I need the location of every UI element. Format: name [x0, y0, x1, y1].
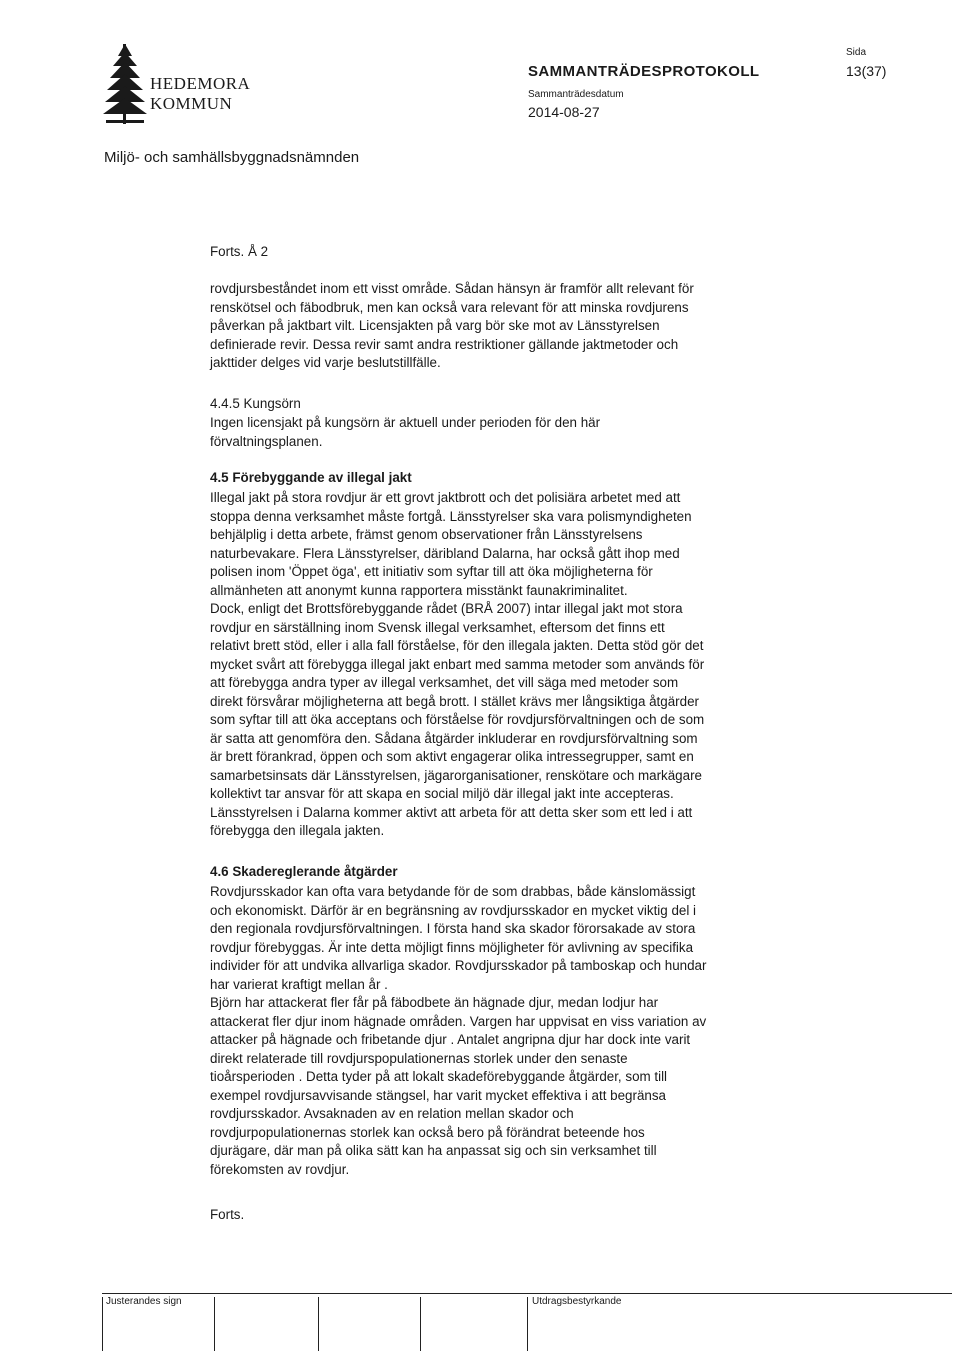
text-line: förvaltningsplanen. [210, 433, 323, 449]
footer-column-line [102, 1297, 103, 1351]
text-line: direkt försvårar möjligheterna att begå brott. I stället krävs mer långsiktiga åtgärder [210, 693, 699, 709]
footer-column-line [420, 1297, 421, 1351]
text-line: är satta att genomföra den. Sådana åtgärder inkluderar en rovdjursförvaltning som [210, 730, 698, 746]
text-line: attacker på hägnade och fribetande djur . Antalet angripna djur har dock inte varit [210, 1032, 691, 1047]
text-line: förekomsten av rovdjur. [210, 1161, 350, 1177]
text-line: samarbetsinsats där Länsstyrelsen, jägarorganisationer, renskötare och markägare [210, 767, 702, 783]
text-line: mycket svårt att förebygga illegal jakt enbart med samma metoder som används för [210, 656, 705, 672]
text-line: allmänheten att anonymt kunna rapportera misstänkt faunakriminalitet. [210, 582, 628, 598]
text-line: rovdjur en särställning inom Svensk illegal verksamhet, eftersom det finns ett [210, 619, 665, 635]
text-line: exempel rovdjursavvisande stängsel, har varit mycket effektiva i att begränsa [210, 1087, 667, 1103]
footer-column-line [214, 1297, 215, 1351]
signature-footer [102, 1293, 952, 1353]
text-line: är brett förankrad, öppen och som aktivt engagerar olika intressegrupper, samt en [210, 749, 694, 764]
meeting-date: 2014-08-27 [528, 104, 600, 120]
paragraph-skadereglerande [210, 883, 820, 1179]
paragraph-illegal-jakt [210, 489, 820, 841]
text-line: individer för att undvika allvarliga skador. Rovdjursskador på tamboskap och hundar [210, 958, 707, 973]
text-line: Illegal jakt på stora rovdjur är ett grovt jaktbrott och det polisiära arbetet med att [210, 490, 681, 505]
text-line: tioårsperioden . Detta tyder på att lokalt skadeförebyggande åtgärder, som till [210, 1069, 668, 1084]
text-line: stoppa denna verksamhet måste fortgå. Länsstyrelser ska vara polismyndigheten [210, 508, 692, 524]
text-line: Ingen licensjakt på kungsörn är aktuell under perioden för den här [210, 415, 601, 430]
continuation-label: Forts. Å 2 [210, 244, 269, 259]
section-heading-4-5: 4.5 Förebyggande av illegal jakt [210, 470, 412, 485]
text-line: rovdjurpopulationernas storlek kan också bero på förändrat beteende hos [210, 1124, 645, 1140]
text-line: Dock, enligt det Brottsförebyggande rådet (BRÅ 2007) intar illegal jakt mot stora [210, 601, 683, 616]
extract-certification-label: Utdragsbestyrkande [532, 1296, 622, 1307]
text-line: och ekonomiskt. Därför är en begränsning av rovdjursskador en mycket viktig del i [210, 902, 697, 918]
text-line: naturbevakare. Flera Länsstyrelser, däribland Dalarna, har också gått ihop med [210, 545, 680, 561]
text-line: polisen inom 'Öppet öga', ett initiativ som syftar till att öka möjligheterna för [210, 564, 653, 579]
text-line: Länsstyrelsen i Dalarna kommer aktivt att arbeta för att detta sker som ett led i att [210, 804, 693, 820]
text-line: direkt relaterade till rovdjurspopulationernas storlek under den senaste [210, 1050, 628, 1066]
text-line: djurägare, där man på olika sätt kan ha anpassat sig och sin verksamhet till [210, 1143, 657, 1158]
footer-divider [102, 1293, 952, 1294]
section-heading-4-6: 4.6 Skadereglerande åtgärder [210, 864, 398, 879]
signer-label: Justerandes sign [106, 1296, 182, 1307]
municipality-logo [100, 40, 270, 130]
text-line: Rovdjursskador kan ofta vara betydande för de som drabbas, både känslomässigt [210, 884, 696, 899]
footer-column-line [527, 1297, 528, 1351]
text-line: den regionala rovdjursförvaltningen. I första hand ska skador förorsakade av stora [210, 921, 696, 936]
text-line: påverkan på jaktbart vilt. Licensjakten på varg bör ske mot av Länsstyrelsen [210, 318, 660, 333]
logo-line-kommun: KOMMUN [150, 94, 233, 113]
paragraph-kungsorn [210, 414, 820, 451]
meeting-date-label: Sammanträdesdatum [528, 89, 624, 100]
text-line: som syftar till att öka acceptans och förståelse för rovdjursförvaltningen och de som [210, 712, 705, 727]
text-line: jakttider delges vid varje beslutstillfälle. [210, 355, 441, 370]
document-title: SAMMANTRÄDESPROTOKOLL [528, 63, 760, 80]
text-line: relativt brett stöd, eller i alla fall förståelse, för den illegala jakten. Detta stöd gör det [210, 638, 704, 653]
text-line: förebygga den illegala jakten. [210, 823, 385, 838]
text-line: rovdjursbeståndet inom ett visst område. Sådan hänsyn är framför allt relevant för [210, 281, 694, 296]
section-heading-4-4-5: 4.4.5 Kungsörn [210, 396, 301, 411]
text-line: kollektivt tar ansvar för att skapa en social miljö där illegal jakt inte accepteras. [210, 786, 674, 801]
text-line: rovdjursskador. Avsaknaden av en relation mellan skador och [210, 1106, 574, 1121]
page-number: 13(37) [846, 63, 887, 79]
continuation-label-bottom: Forts. [210, 1207, 245, 1222]
tree-emblem-icon [100, 40, 150, 130]
logo-line-hedemora: HEDEMORA [150, 74, 251, 93]
page-label: Sida [846, 47, 867, 58]
text-line: attackerat fler djur inom hägnade områden. Vargen har uppvisat en viss variation av [210, 1013, 707, 1029]
text-line: Björn har attackerat fler får på fäbodbete än hägnade djur, medan lodjur har [210, 995, 659, 1010]
text-line: har varierat kraftigt mellan år . [210, 976, 388, 992]
department-name: Miljö- och samhällsbyggnadsnämnden [104, 149, 360, 166]
paragraph-licensjakt [210, 280, 820, 373]
footer-column-line [318, 1297, 319, 1351]
text-line: behjälplig i detta arbete, främst genom observationer från Länsstyrelsens [210, 527, 643, 542]
text-line: rovdjur förebyggas. Är inte detta möjligt finns möjligheter för avlivning av specifika [210, 939, 694, 955]
text-line: renskötsel och fäbodbruk, men kan också vara relevant för att minska rovdjurens [210, 299, 689, 315]
text-line: definierade revir. Dessa revir samt andra restriktioner gällande jaktmetoder och [210, 336, 679, 352]
text-line: att förebygga andra typer av illegal verksamhet, det vill säga med metoder som [210, 675, 679, 690]
